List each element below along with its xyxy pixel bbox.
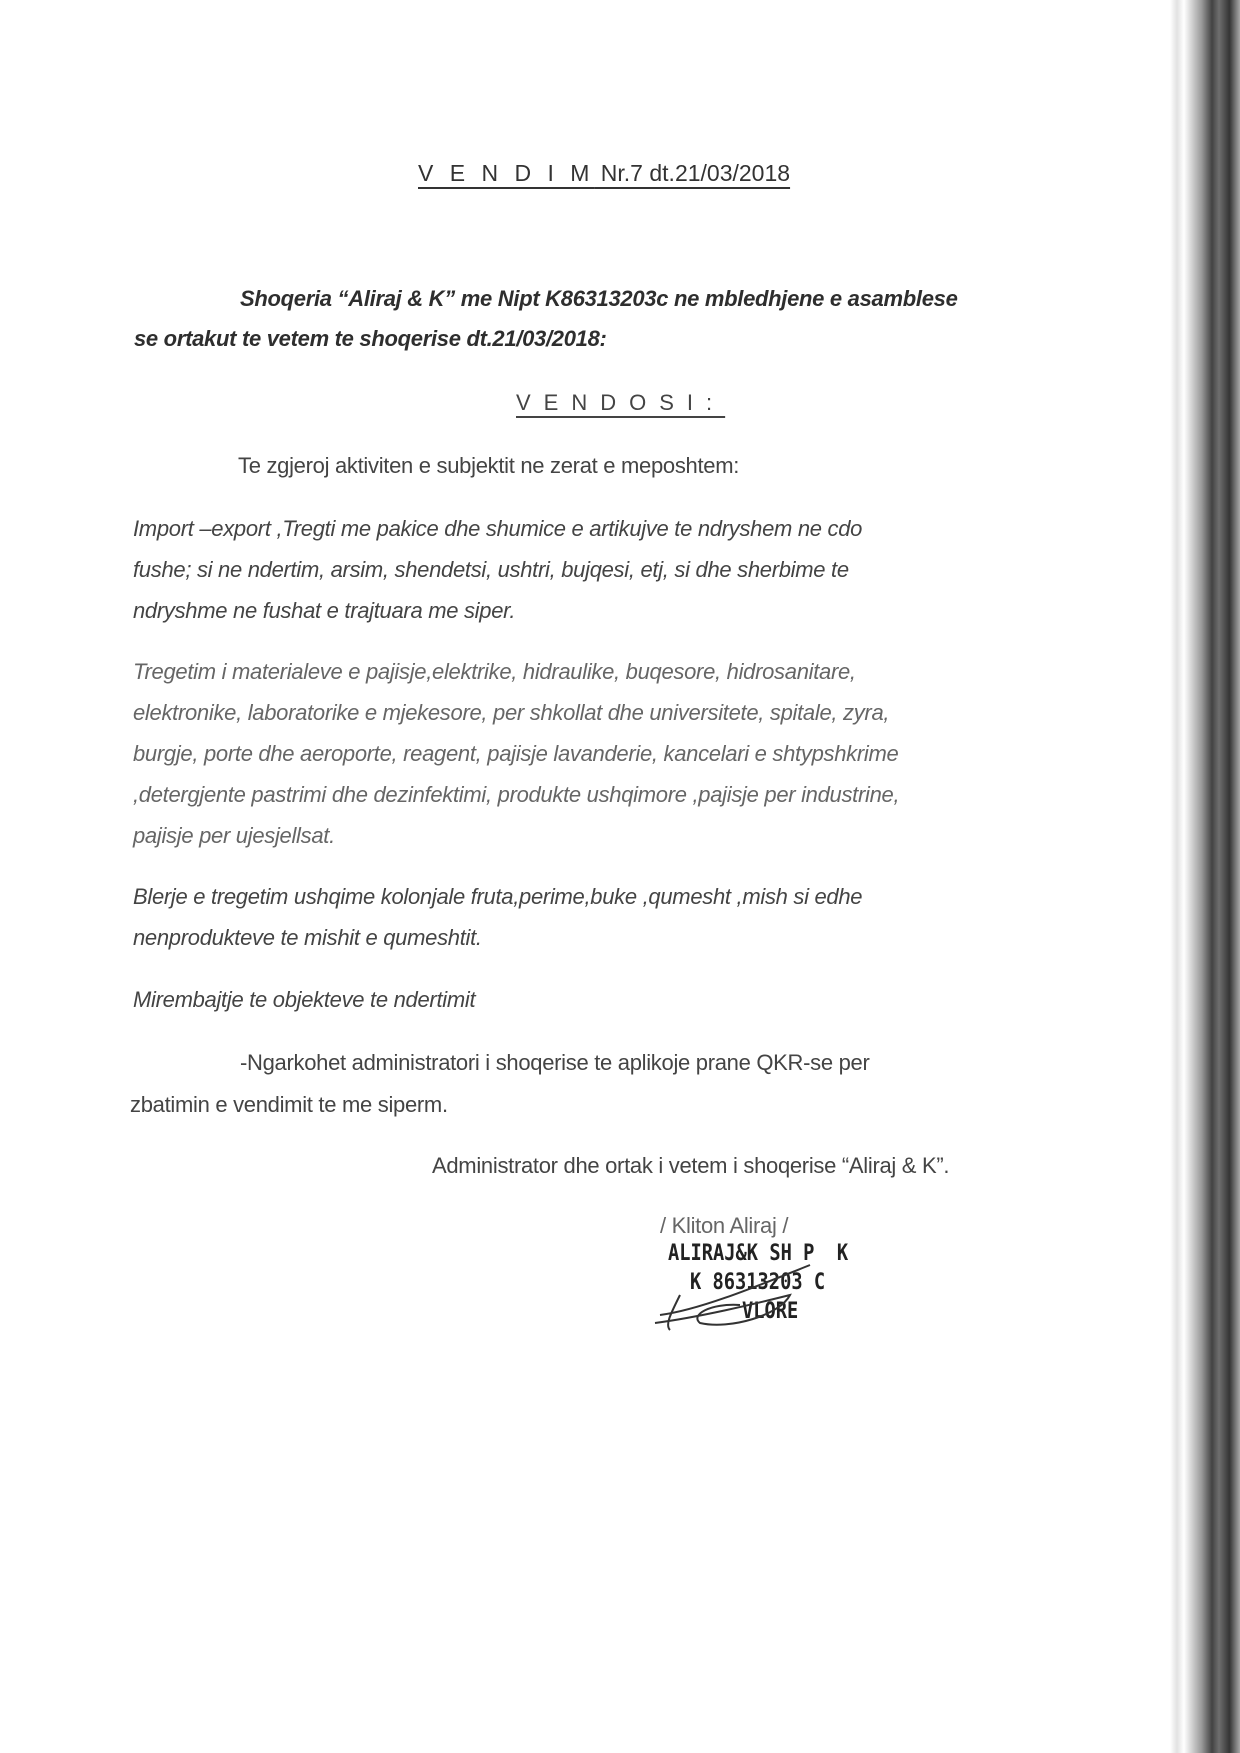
- title-word: V E N D I M: [418, 160, 595, 186]
- activity-line: elektronike, laboratorike e mjekesore, per shkollat dhe universitete, spitale, zyra,: [133, 700, 890, 725]
- activity-line: Tregetim i materialeve e pajisje,elektrike, hidraulike, buqesore, hidrosanitare,: [133, 659, 856, 684]
- signatory-role: Administrator dhe ortak i vetem i shoqerise “Aliraj & K”.: [432, 1153, 950, 1178]
- lead-text: Te zgjeroj aktiviten e subjektit ne zerat e meposhtem:: [238, 453, 740, 478]
- handwritten-signature: [640, 1255, 840, 1335]
- company-stamp-line: ALIRAJ&K SH P K: [668, 1241, 849, 1266]
- activity-line: Blerje e tregetim ushqime kolonjale fruta,perime,buke ,qumesht ,mish si edhe: [133, 884, 863, 909]
- company-stamp-line: VLORE: [742, 1299, 799, 1324]
- activity-line: ,detergjente pastrimi dhe dezinfektimi, produkte ushqimore ,pajisje per industrine,: [133, 782, 900, 807]
- title-number-date: Nr.7 dt.21/03/2018: [594, 160, 791, 186]
- activity-line: fushe; si ne ndertim, arsim, shendetsi, ushtri, bujqesi, etj, si dhe sherbime te: [133, 557, 849, 582]
- scan-edge-artifact: [1170, 0, 1240, 1753]
- activity-line: nenprodukteve te mishit e qumeshtit.: [133, 925, 482, 950]
- activity-line: burgje, porte dhe aeroporte, reagent, pajisje lavanderie, kancelari e shtypshkrime: [133, 741, 899, 766]
- company-stamp-line: K 86313203 C: [690, 1270, 826, 1295]
- instruction-line: zbatimin e vendimit te me siperm.: [130, 1092, 448, 1117]
- document-title: [418, 160, 790, 187]
- activity-line: pajisje per ujesjellsat.: [133, 823, 335, 848]
- activity-line: ndryshme ne fushat e trajtuara me siper.: [133, 598, 516, 623]
- activity-line: Import –export ,Tregti me pakice dhe shumice e artikujve te ndryshem ne cdo: [133, 516, 863, 541]
- instruction-line: -Ngarkohet administratori i shoqerise te aplikoje prane QKR-se per: [240, 1050, 870, 1075]
- section-heading-vendosi: VENDOSI:: [516, 390, 726, 415]
- signatory-name: / Kliton Aliraj /: [660, 1213, 789, 1238]
- intro-line: se ortakut te vetem te shoqerise dt.21/03/2018:: [134, 326, 607, 351]
- activity-line: Mirembajtje te objekteve te ndertimit: [133, 987, 476, 1012]
- intro-line: Shoqeria “Aliraj & K” me Nipt K86313203c ne mbledhjene e asamblese: [240, 286, 958, 311]
